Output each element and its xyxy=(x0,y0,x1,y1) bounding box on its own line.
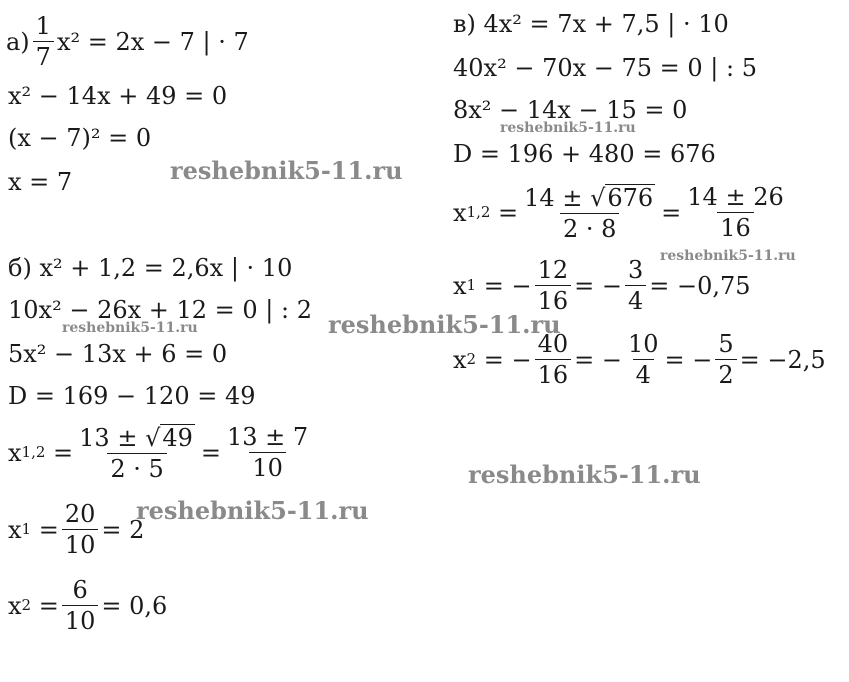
part-v-root-2: x 2 = − $\frac{40}{16}$ = − $\frac{10}{4}$ = − $\frac{5}{2}$ = −2,5 xyxy=(453,330,826,389)
fraction: $\frac{6}{10}$ xyxy=(62,578,99,633)
part-v-roots-formula: x 1,2 = 14 ± √ 676 2 · 8 = $\frac{14 \pm 26}{16}$ xyxy=(453,184,790,241)
fraction: $\frac{20}{10}$ xyxy=(62,502,99,557)
part-b-line-2: 10x² − 26x + 12 = 0 | : 2 xyxy=(8,296,313,324)
watermark: reshebnik5-11.ru xyxy=(500,120,636,136)
part-v-line-2: 40x² − 70x − 75 = 0 | : 5 xyxy=(453,54,758,82)
part-v-line-4: D = 196 + 480 = 676 xyxy=(453,140,716,168)
part-b-line-4: D = 169 − 120 = 49 xyxy=(8,382,256,410)
fraction: 14 ± √ 676 2 · 8 xyxy=(524,184,654,243)
fraction: $\frac{13 \pm 7}{10}$ xyxy=(227,423,309,482)
part-b-line-1: б) x² + 1,2 = 2,6x | · 10 xyxy=(8,254,293,282)
fraction: $\frac{10}{4}$ xyxy=(627,330,659,389)
sqrt-symbol: √ 676 xyxy=(590,184,654,212)
fraction: $\frac{40}{16}$ xyxy=(535,332,572,387)
part-v-root-1: x 1 = − $\frac{12}{16}$ = − $\frac{3}{4}$ = −0,75 xyxy=(453,256,751,315)
part-v-line-3: 8x² − 14x − 15 = 0 xyxy=(453,96,688,124)
fraction: $\frac{1}{7}$ xyxy=(33,14,54,69)
part-b-line-3: 5x² − 13x + 6 = 0 xyxy=(8,340,228,368)
watermark: reshebnik5-11.ru xyxy=(62,320,198,336)
fraction: $\frac{3}{4}$ xyxy=(625,258,646,313)
watermark: reshebnik5-11.ru xyxy=(660,248,796,264)
watermark: reshebnik5-11.ru xyxy=(468,460,701,489)
part-v-line-1: в) 4x² = 7x + 7,5 | · 10 xyxy=(453,10,729,38)
fraction: $\frac{5}{2}$ xyxy=(715,332,736,387)
watermark: reshebnik5-11.ru xyxy=(170,156,403,185)
fraction: $\frac{12}{16}$ xyxy=(535,258,572,313)
watermark: reshebnik5-11.ru xyxy=(328,310,561,339)
part-b-roots-formula: x 1,2 = 13 ± √ 49 2 · 5 = $\frac{13 \pm 7}{10}$ xyxy=(8,424,314,481)
fraction: $\frac{14 \pm 26}{16}$ xyxy=(687,183,784,242)
watermark: reshebnik5-11.ru xyxy=(136,496,369,525)
part-a-line-4: x = 7 xyxy=(8,168,73,196)
part-a-line-1: а) $\frac{1}{7}$ x² = 2x − 7 | · 7 xyxy=(6,12,249,71)
fraction: 13 ± √ 49 2 · 5 xyxy=(79,424,193,483)
sqrt-symbol: √ 49 xyxy=(145,424,193,452)
part-b-root-1: x 1 = $\frac{20}{10}$ = 2 xyxy=(8,500,145,559)
part-b-root-2: x 2 = $\frac{6}{10}$ = 0,6 xyxy=(8,576,168,635)
part-a-line-3: (x − 7)² = 0 xyxy=(8,124,152,152)
part-a-line-2: x² − 14x + 49 = 0 xyxy=(8,82,228,110)
